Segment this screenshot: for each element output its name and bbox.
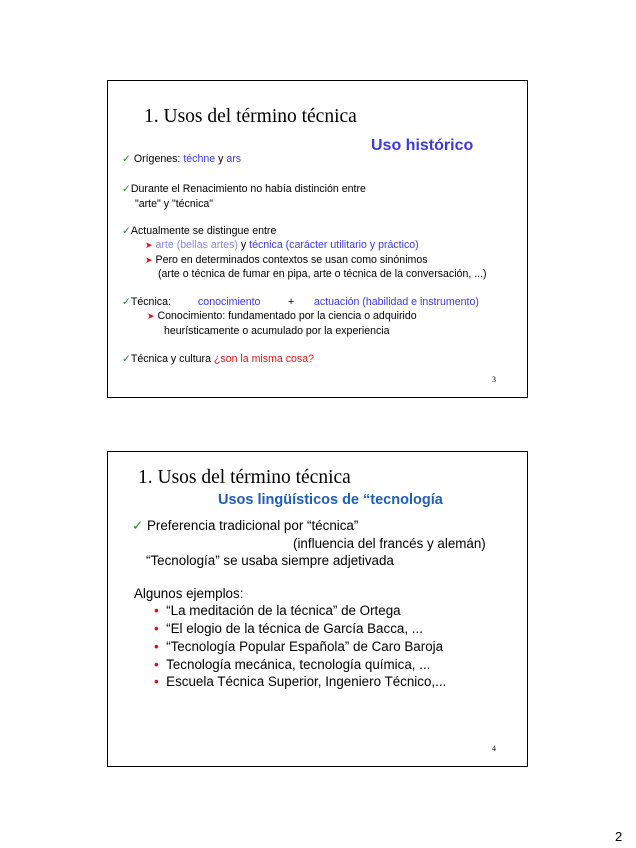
slide-title: 1. Usos del término técnica (138, 467, 351, 488)
list-item: • Tecnología mecánica, tecnología química, ... (154, 657, 431, 672)
tecnica-actuacion: actuación (habilidad e instrumento) (314, 296, 479, 308)
bullet-icon: • (154, 674, 159, 689)
ejemplos-label: Algunos ejemplos: (134, 586, 244, 601)
arrow-icon: ➤ (145, 240, 153, 250)
slide-number: 3 (492, 375, 496, 384)
check-icon: ✓ (132, 518, 144, 533)
arrow-icon: ➤ (147, 311, 155, 321)
check-icon: ✓ (122, 296, 131, 308)
tecnologia-line: “Tecnología” se usaba siempre adjetivada (146, 553, 394, 568)
tecnica-plus: + (288, 296, 295, 308)
arrow-icon: ➤ (145, 255, 153, 265)
slide-subtitle: Usos lingüísticos de “tecnología (218, 492, 443, 508)
check-icon: ✓ (122, 353, 131, 365)
actualmente-sub2: ➤ Pero en determinados contextos se usan como sinónimos (145, 254, 428, 266)
check-icon: ✓ (122, 183, 131, 195)
slide-3 (107, 80, 528, 398)
slide-title: 1. Usos del término técnica (144, 106, 357, 127)
actualmente-sub2-line2: (arte o técnica de fumar en pipa, arte o técnica de la conversación, ...) (158, 268, 487, 280)
slide-4 (107, 451, 528, 767)
cultura-line: ✓Técnica y cultura ¿son la misma cosa? (122, 353, 315, 365)
tecnica-sub1: ➤ Conocimiento: fundamentado por la ciencia o adquirido (147, 310, 417, 322)
slide-subtitle: Uso histórico (371, 137, 474, 154)
actualmente-line: ✓Actualmente se distingue entre (122, 225, 277, 237)
list-item: • Escuela Técnica Superior, Ingeniero Técnico,... (154, 674, 447, 689)
list-item: • “La meditación de la técnica” de Ortega (154, 603, 401, 618)
actualmente-sub1: ➤ arte (bellas artes) y técnica (carácter utilitario y práctico) (145, 239, 419, 251)
list-item: • “Tecnología Popular Española” de Caro Baroja (154, 639, 444, 654)
list-item: • “El elogio de la técnica de García Bacca, ... (154, 621, 423, 636)
renacimiento-line2: "arte" y "técnica" (135, 198, 214, 210)
tecnica-conocimiento: conocimiento (198, 296, 261, 308)
bullet-icon: • (154, 621, 159, 636)
preferencia-line: ✓ Preferencia tradicional por “técnica” (132, 518, 359, 533)
bullet-icon: • (154, 657, 159, 672)
slide-number: 4 (492, 744, 496, 753)
page-number: 2 (615, 829, 623, 844)
bullet-icon: • (154, 639, 159, 654)
check-icon: ✓ (122, 225, 131, 237)
influencia-line: (influencia del francés y alemán) (293, 536, 486, 551)
check-icon: ✓ (122, 153, 131, 165)
tecnica-sub2: heurísticamente o acumulado por la experiencia (164, 325, 390, 337)
origenes-line: ✓ Orígenes: téchne y ars (122, 153, 242, 165)
bullet-icon: • (154, 603, 159, 618)
renacimiento-line: ✓Durante el Renacimiento no había distinción entre (122, 183, 366, 195)
tecnica-line: ✓Técnica: (122, 296, 171, 308)
